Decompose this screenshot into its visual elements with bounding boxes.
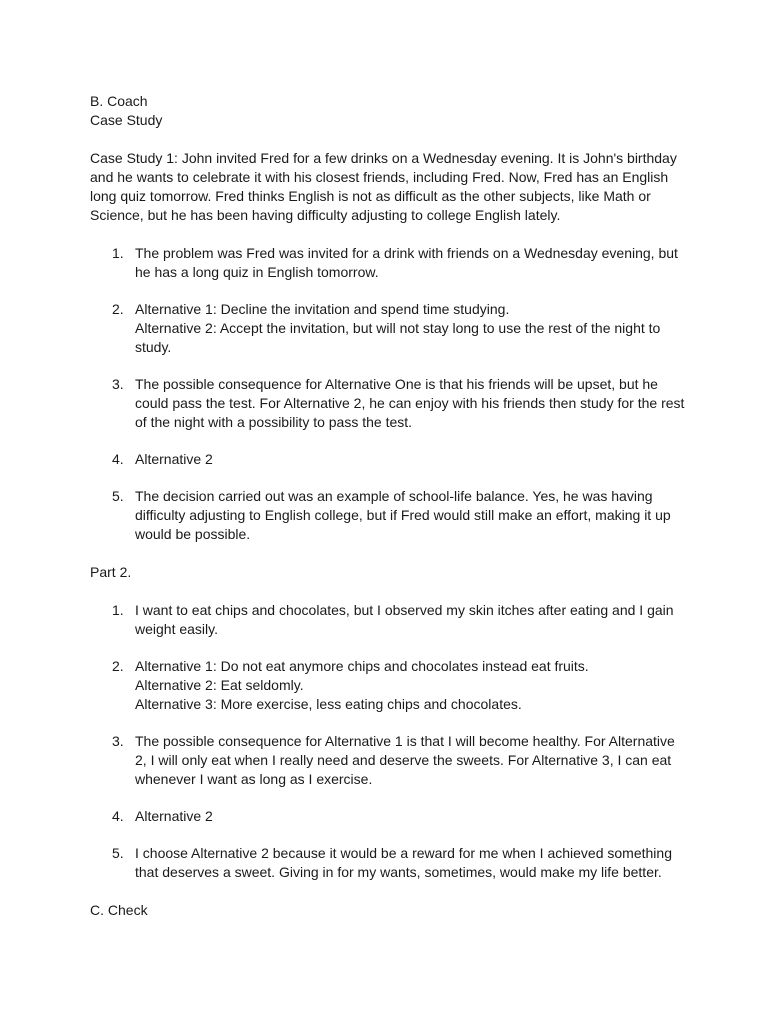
list-item <box>90 244 690 282</box>
list-item-number: 2. <box>112 301 124 317</box>
list-item-number: 5. <box>112 488 124 504</box>
list-item-text: Alternative 2: Accept the invitation, but will not stay long to use the rest of the night to study. <box>135 320 661 355</box>
list-item <box>90 732 690 789</box>
list-item-text: Alternative 2 <box>135 451 213 467</box>
part-2-heading: Part 2. <box>90 564 132 580</box>
list-item-text: Alternative 2 <box>135 808 213 824</box>
list-item-text: I choose Alternative 2 because it would be a reward for me when I achieved something that deserves a sweet. Giving in for my wants, sometimes, would make my life better. <box>135 845 672 880</box>
list-item-number: 4. <box>112 451 124 467</box>
case-study-list <box>90 244 690 544</box>
list-item-text: Alternative 2: Eat seldomly. <box>135 677 304 693</box>
list-item-number: 3. <box>112 733 124 749</box>
list-item-number: 1. <box>112 602 124 618</box>
list-item-text: I want to eat chips and chocolates, but I observed my skin itches after eating and I gain weight easily. <box>135 602 674 637</box>
list-item <box>90 807 690 826</box>
case-study-subheading: Case Study <box>90 112 163 128</box>
part-2-list <box>90 601 690 882</box>
list-item <box>90 844 690 882</box>
list-item <box>90 487 690 544</box>
list-item-text: Alternative 1: Do not eat anymore chips and chocolates instead eat fruits. <box>135 658 589 674</box>
list-item-text: The possible consequence for Alternative One is that his friends will be upset, but he could pass the test. For Alternative 2, he can enjoy with his friends then study for the rest of the night with a possibility to pass the test. <box>135 376 685 430</box>
section-b-heading: B. Coach <box>90 93 148 109</box>
list-item-text: The possible consequence for Alternative 1 is that I will become healthy. For Alternative 2, I will only eat when I really need and deserve the sweets. For Alternative 3, I can eat whenever I want as long as I exercise. <box>135 733 675 787</box>
list-item-number: 5. <box>112 845 124 861</box>
list-item <box>90 300 690 357</box>
list-item-number: 3. <box>112 376 124 392</box>
list-item-number: 1. <box>112 245 124 261</box>
list-item-number: 4. <box>112 808 124 824</box>
list-item <box>90 450 690 469</box>
list-item-number: 2. <box>112 658 124 674</box>
list-item <box>90 657 690 714</box>
list-item-text: The decision carried out was an example of school-life balance. Yes, he was having difficulty adjusting to English college, but if Fred would still make an effort, making it up would be possible. <box>135 488 671 542</box>
section-c-heading: C. Check <box>90 902 148 918</box>
list-item-text: Alternative 3: More exercise, less eating chips and chocolates. <box>135 696 522 712</box>
list-item-text: Alternative 1: Decline the invitation and spend time studying. <box>135 301 510 317</box>
document-page <box>90 92 690 920</box>
list-item <box>90 601 690 639</box>
list-item <box>90 375 690 432</box>
list-item-text: The problem was Fred was invited for a drink with friends on a Wednesday evening, but he has a long quiz in English tomorrow. <box>135 245 678 280</box>
case-study-paragraph: Case Study 1: John invited Fred for a few drinks on a Wednesday evening. It is John's birthday and he wants to celebrate it with his closest friends, including Fred. Now, Fred has an English long quiz tomorrow. Fred thinks English is not as difficult as the other subjects, like Math or Science, but he has been having difficulty adjusting to college English lately. <box>90 150 677 223</box>
